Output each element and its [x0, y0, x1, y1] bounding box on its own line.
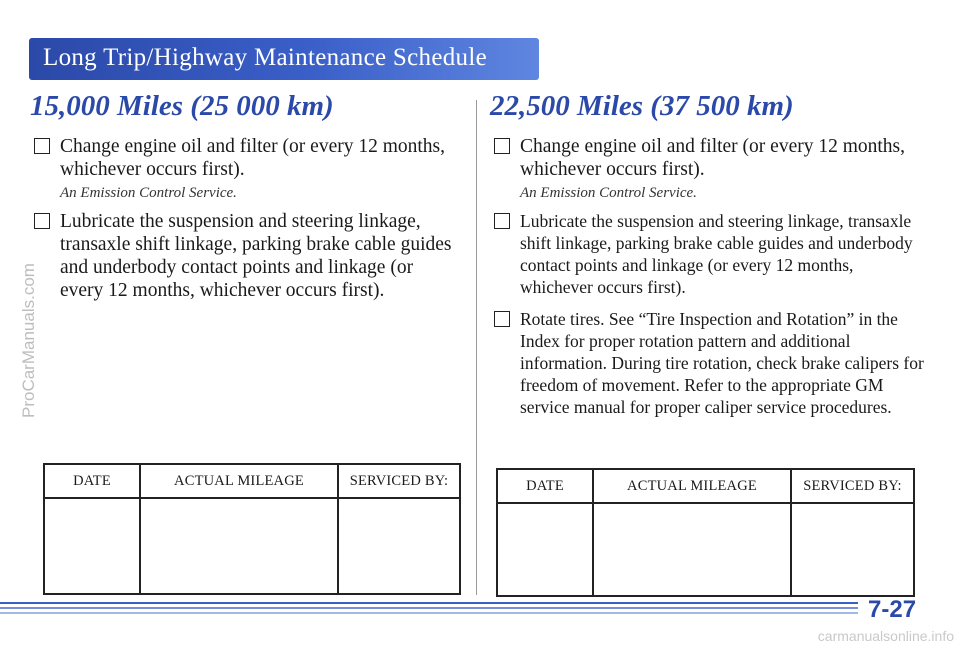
service-log-right [496, 468, 915, 597]
footer-rule [0, 607, 858, 609]
item-text: Change engine oil and filter (or every 12 months, whichever occurs first). [60, 136, 446, 180]
banner-title: Long Trip/Highway Maintenance Schedule [43, 44, 487, 71]
section-banner [29, 38, 539, 80]
item-text: Change engine oil and filter (or every 12 months, whichever occurs first). [520, 136, 906, 180]
col-actual-mileage: ACTUAL MILEAGE [141, 465, 339, 497]
right-item-oil [490, 135, 930, 181]
column-divider [476, 100, 477, 595]
right-item-lubricate [490, 210, 930, 298]
left-column [30, 90, 455, 306]
date-field[interactable] [45, 499, 141, 593]
checkbox[interactable] [494, 311, 510, 327]
log-entry-row [498, 504, 913, 595]
right-item-oil-note: An Emission Control Service. [520, 185, 697, 201]
left-heading: 15,000 Miles (25 000 km) [30, 90, 334, 122]
footer-rule [0, 602, 858, 604]
left-item-oil-note: An Emission Control Service. [60, 185, 237, 201]
log-entry-row [45, 499, 459, 593]
col-serviced-by: SERVICED BY: [349, 472, 449, 489]
footer-rule [0, 612, 858, 614]
col-actual-mileage: ACTUAL MILEAGE [594, 470, 792, 502]
right-item-rotate [490, 308, 930, 418]
page-number: 7-27 [868, 596, 917, 623]
checkbox[interactable] [494, 213, 510, 229]
serviced-by-field[interactable] [339, 499, 459, 593]
item-text: Lubricate the suspension and steering linkage, transaxle shift linkage, parking brake cable guides and underbody contact points and linkage (or every 12 months, whichever occurs first). [520, 211, 913, 297]
checkbox[interactable] [494, 138, 510, 154]
mileage-field[interactable] [141, 499, 339, 593]
col-date: DATE [45, 465, 141, 497]
left-item-lubricate [30, 210, 455, 302]
col-date: DATE [498, 470, 594, 502]
log-header [45, 465, 459, 499]
right-heading: 22,500 Miles (37 500 km) [490, 90, 794, 122]
item-text: Lubricate the suspension and steering linkage, transaxle shift linkage, parking brake cable guides and underbody contact points and linkage (or every 12 months, whichever occurs first). [60, 211, 452, 301]
checkbox[interactable] [34, 138, 50, 154]
mileage-field[interactable] [594, 504, 792, 595]
serviced-by-field[interactable] [792, 504, 913, 595]
side-watermark-text: ProCarManuals.com [19, 263, 38, 418]
item-text: Rotate tires. See “Tire Inspection and Rotation” in the Index for proper rotation pattern and additional information. During tire rotation, check brake calipers for freedom of movement. Refer to the appropriate GM service manual for proper caliper service procedures. [520, 309, 924, 417]
date-field[interactable] [498, 504, 594, 595]
left-item-oil [30, 135, 455, 181]
right-column [490, 90, 930, 422]
service-log-left [43, 463, 461, 595]
checkbox[interactable] [34, 213, 50, 229]
bottom-watermark: carmanualsonline.info [817, 628, 954, 644]
log-header [498, 470, 913, 504]
col-serviced-by: SERVICED BY: [803, 477, 902, 494]
